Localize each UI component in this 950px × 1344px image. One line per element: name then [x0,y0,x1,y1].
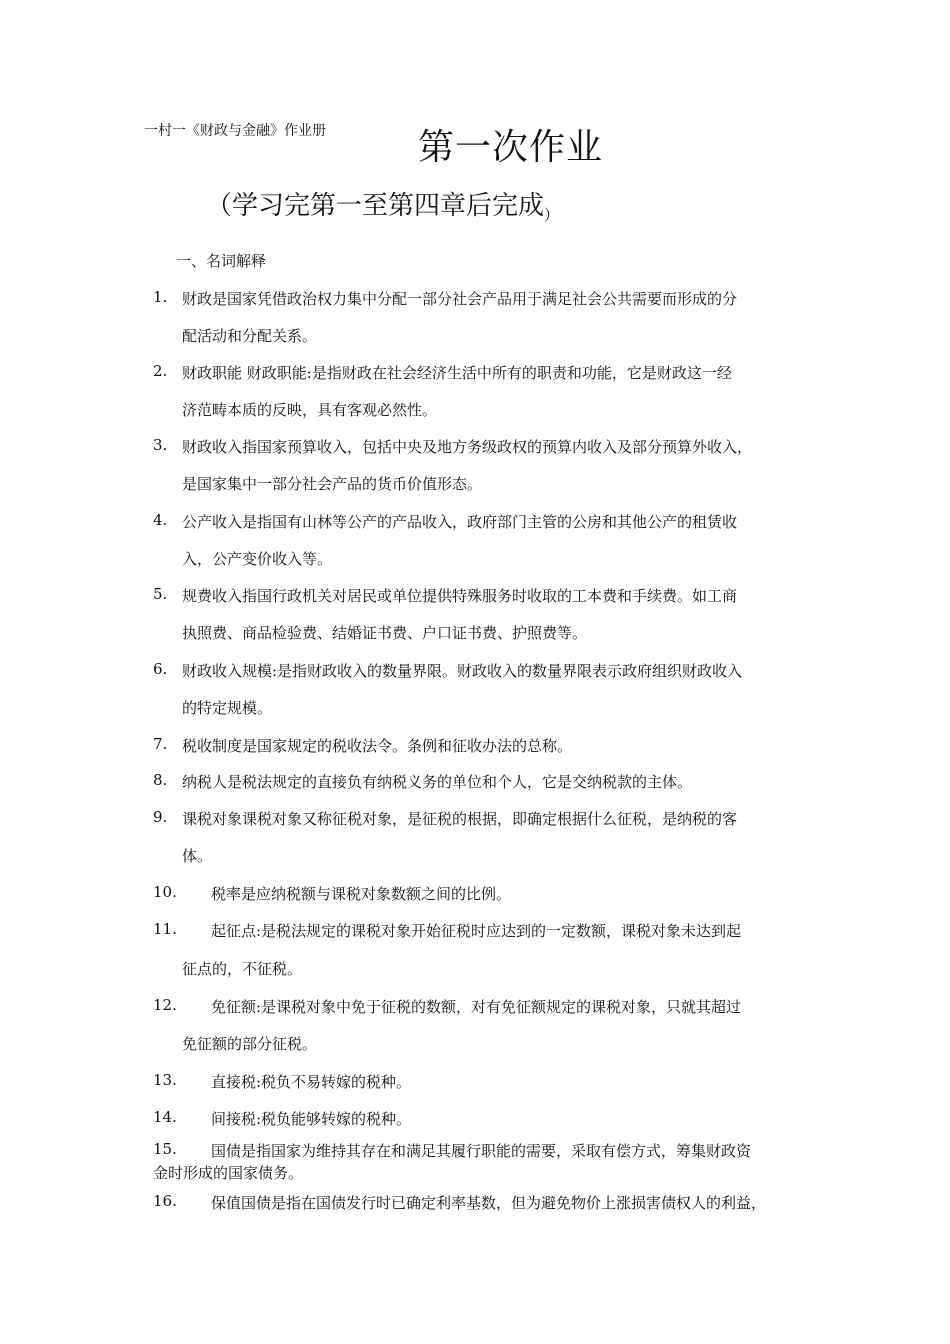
item-text: 税收制度是国家规定的税收法令。条例和征收办法的总称。 [182,737,573,755]
subtitle-text: （学习完第一至第四章后完成 [206,191,545,221]
item-text: 免征额:是课税对象中免于征税的数额，对有免征额规定的课税对象，只就其超过 [211,998,742,1016]
item-number: 7. [153,735,168,753]
subtitle-close-paren: ） [544,206,560,224]
section-heading: 一、名词解释 [176,252,267,270]
item-number: 2. [153,362,168,380]
item-number: 1. [153,288,168,306]
item-text: 起征点:是税法规定的课税对象开始征税时应达到的一定数额，课税对象未达到起 [211,922,742,940]
item-text-continuation: 的特定规模。 [182,699,273,717]
item-text: 公产收入是指国有山林等公产的产品收入，政府部门主管的公房和其他公产的租赁收 [182,513,738,531]
document-header: 一村一《财政与金融》作业册 [144,123,326,139]
item-text: 保值国债是指在国债发行时已确定利率基数，但为避免物价上涨损害债权人的利益， [211,1194,767,1212]
item-number: 3. [153,436,168,454]
item-text: 财政收入指国家预算收入，包括中央及地方务级政权的预算内收入及部分预算外收入， [182,438,753,456]
item-text-continuation: 济范畴本质的反映，具有客观必然性。 [182,401,438,419]
item-number: 8. [153,771,168,789]
item-text: 直接税:税负不易转嫁的税种。 [211,1073,412,1091]
item-number: 13. [153,1071,177,1089]
item-number: 16. [153,1192,177,1210]
item-text: 财政收入规模:是指财政收入的数量界限。财政收入的数量界限表示政府组织财政收入 [182,662,743,680]
item-text-continuation: 体。 [182,847,213,865]
item-text: 国债是指国家为维持其存在和满足其履行职能的需要，采取有偿方式，筹集财政资 [211,1142,752,1160]
item-text: 纳税人是税法规定的直接负有纳税义务的单位和个人，它是交纳税款的主体。 [182,773,693,791]
item-text-continuation: 入，公产变价收入等。 [182,550,333,568]
page-subtitle [206,188,559,233]
item-text: 规费收入指国行政机关对居民或单位提供特殊服务时收取的工本费和手续费。如工商 [182,587,738,605]
item-text-continuation: 是国家集中一部分社会产品的货币价值形态。 [182,475,483,493]
item-number: 14. [153,1108,177,1126]
item-number: 5. [153,585,168,603]
item-text: 间接税:税负能够转嫁的税种。 [211,1110,412,1128]
item-number: 6. [153,660,168,678]
item-text-continuation: 征点的，不征税。 [182,960,303,978]
item-text-continuation: 金时形成的国家债务。 [153,1164,304,1182]
item-number: 11. [153,920,177,938]
item-number: 15. [153,1140,177,1158]
item-text: 税率是应纳税额与课税对象数额之间的比例。 [211,885,512,903]
item-text-continuation: 免征额的部分征税。 [182,1035,318,1053]
item-text-continuation: 执照费、商品检验费、结婚证书费、户口证书费、护照费等。 [182,624,588,642]
item-number: 4. [153,511,168,529]
item-number: 12. [153,996,177,1014]
item-text: 课税对象课税对象又称征税对象，是征税的根据，即确定根据什么征税，是纳税的客 [182,810,738,828]
item-text-continuation: 配活动和分配关系。 [182,327,318,345]
item-number: 9. [153,808,168,826]
item-text: 财政职能 财政职能:是指财政在社会经济生活中所有的职责和功能，它是财政这一经 [182,364,732,382]
item-text: 财政是国家凭借政治权力集中分配一部分社会产品用于满足社会公共需要而形成的分 [182,290,738,308]
page-title: 第一次作业 [418,127,604,168]
item-number: 10. [153,883,177,901]
